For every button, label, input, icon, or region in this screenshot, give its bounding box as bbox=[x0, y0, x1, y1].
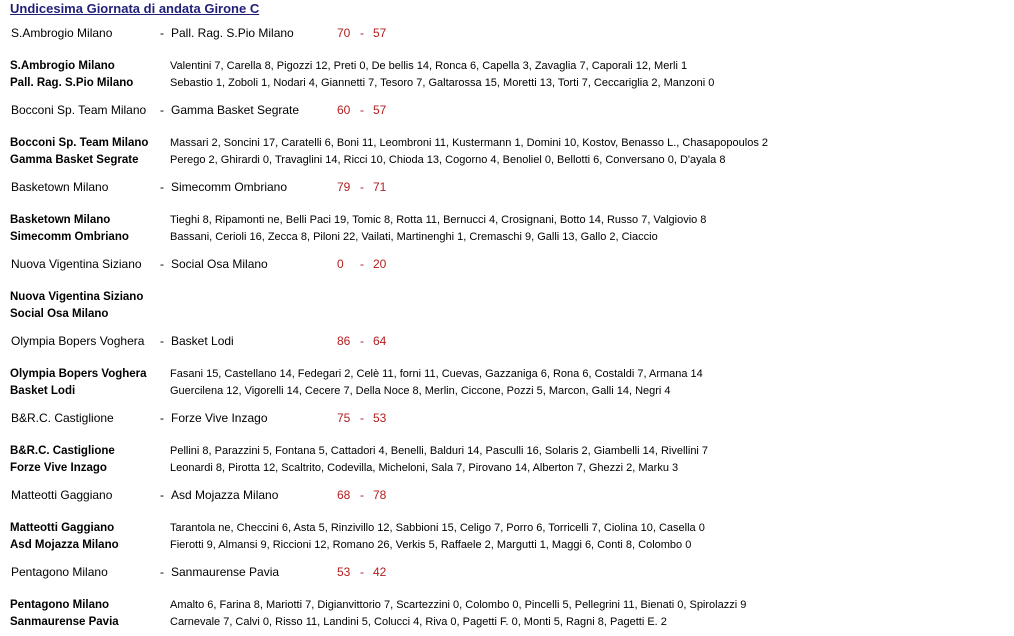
away-team-name: Forze Vive Inzago bbox=[171, 411, 268, 425]
match-line bbox=[0, 255, 1014, 273]
home-score: 68 bbox=[337, 488, 351, 502]
home-score: 70 bbox=[337, 26, 351, 40]
separator: - bbox=[160, 488, 164, 502]
player-list: Bassani, Cerioli 16, Zecca 8, Piloni 22, Vailati, Martinenghi 1, Cremaschi 9, Galli 13, Gallo 2, Ciaccio bbox=[170, 231, 658, 243]
away-team-name: Asd Mojazza Milano bbox=[171, 488, 279, 502]
score-separator: - bbox=[360, 334, 364, 348]
away-score: 57 bbox=[373, 103, 387, 117]
separator: - bbox=[160, 26, 164, 40]
lineup-team-name: Social Osa Milano bbox=[10, 308, 109, 320]
lineup-team-name: Basketown Milano bbox=[10, 214, 111, 226]
home-score: 86 bbox=[337, 334, 351, 348]
away-score: 71 bbox=[373, 180, 387, 194]
home-team-name: B&R.C. Castiglione bbox=[11, 411, 114, 425]
match-line bbox=[0, 332, 1014, 350]
player-list: Fasani 15, Castellano 14, Fedegari 2, Celè 11, forni 11, Cuevas, Gazzaniga 6, Rona 6, Costaldi 7, Armana 14 bbox=[170, 368, 703, 380]
player-list: Leonardi 8, Pirotta 12, Scaltrito, Codevilla, Micheloni, Sala 7, Pirovano 14, Alberton 7, Ghezzi 2, Marku 3 bbox=[170, 462, 679, 474]
lineup-team-name: Forze Vive Inzago bbox=[10, 462, 107, 474]
lineup-row bbox=[0, 212, 1014, 229]
lineup-row bbox=[0, 383, 1014, 400]
lineup-row bbox=[0, 520, 1014, 537]
lineup-row bbox=[0, 58, 1014, 75]
lineup-row bbox=[0, 614, 1014, 631]
lineup-team-name: Nuova Vigentina Siziano bbox=[10, 291, 144, 303]
away-team-name: Social Osa Milano bbox=[171, 257, 268, 271]
lineup-team-name: Olympia Bopers Voghera bbox=[10, 368, 147, 380]
home-score: 75 bbox=[337, 411, 351, 425]
away-score: 20 bbox=[373, 257, 387, 271]
match-line bbox=[0, 486, 1014, 504]
away-team-name: Sanmaurense Pavia bbox=[171, 565, 280, 579]
player-list: Pellini 8, Parazzini 5, Fontana 5, Cattadori 4, Benelli, Balduri 14, Pasculli 16, Solaris 2, Giambelli 14, Rivellini 7 bbox=[170, 445, 709, 457]
player-list: Fierotti 9, Almansi 9, Riccioni 12, Romano 26, Verkis 5, Raffaele 2, Margutti 1, Maggi 6, Conti 8, Colombo 0 bbox=[170, 539, 692, 551]
player-list: Tarantola ne, Checcini 6, Asta 5, Rinzivillo 12, Sabbioni 15, Celigo 7, Porro 6, Torricelli 7, Ciolina 10, Casella 0 bbox=[170, 522, 705, 534]
lineup-row bbox=[0, 443, 1014, 460]
lineup-team-name: Simecomm Ombriano bbox=[10, 231, 129, 243]
away-score: 78 bbox=[373, 488, 387, 502]
lineup-row bbox=[0, 460, 1014, 477]
lineup-team-name: Asd Mojazza Milano bbox=[10, 539, 119, 551]
page-title: Undicesima Giornata di andata Girone C bbox=[10, 1, 260, 16]
score-separator: - bbox=[360, 565, 364, 579]
player-list: Valentini 7, Carella 8, Pigozzi 12, Preti 0, De bellis 14, Ronca 6, Capella 3, Zavaglia 7, Caporali 12, Merli 1 bbox=[170, 60, 688, 72]
lineup-team-name: S.Ambrogio Milano bbox=[10, 60, 115, 72]
player-list: Massari 2, Soncini 17, Caratelli 6, Boni 11, Leombroni 11, Kustermann 1, Domini 10, Kostov, Benasso L., Chasapopoulos 2 bbox=[170, 137, 768, 149]
player-list: Perego 2, Ghirardi 0, Travaglini 14, Ricci 10, Chioda 13, Cogorno 4, Benoliel 0, Bellotti 6, Conversano 0, D'ayala 8 bbox=[170, 154, 726, 166]
home-score: 53 bbox=[337, 565, 351, 579]
score-separator: - bbox=[360, 411, 364, 425]
lineup-row bbox=[0, 306, 1014, 323]
lineup-row bbox=[0, 152, 1014, 169]
separator: - bbox=[160, 411, 164, 425]
home-team-name: Nuova Vigentina Siziano bbox=[11, 257, 142, 271]
player-list: Carnevale 7, Calvi 0, Risso 11, Landini 5, Colucci 4, Riva 0, Pagetti F. 0, Monti 5, Ragni 8, Pagetti E. 2 bbox=[170, 616, 667, 628]
score-separator: - bbox=[360, 180, 364, 194]
lineup-team-name: Basket Lodi bbox=[10, 385, 76, 397]
lineup-row bbox=[0, 597, 1014, 614]
home-score: 79 bbox=[337, 180, 351, 194]
score-separator: - bbox=[360, 257, 364, 271]
score-separator: - bbox=[360, 103, 364, 117]
home-team-name: Olympia Bopers Voghera bbox=[11, 334, 145, 348]
away-score: 57 bbox=[373, 26, 387, 40]
score-separator: - bbox=[360, 26, 364, 40]
separator: - bbox=[160, 565, 164, 579]
match-line bbox=[0, 409, 1014, 427]
separator: - bbox=[160, 103, 164, 117]
home-team-name: Matteotti Gaggiano bbox=[11, 488, 113, 502]
lineup-team-name: Sanmaurense Pavia bbox=[10, 616, 119, 628]
separator: - bbox=[160, 257, 164, 271]
away-score: 42 bbox=[373, 565, 387, 579]
lineup-team-name: Gamma Basket Segrate bbox=[10, 154, 139, 166]
away-team-name: Basket Lodi bbox=[171, 334, 234, 348]
lineup-row bbox=[0, 135, 1014, 152]
match-line bbox=[0, 178, 1014, 196]
home-team-name: Basketown Milano bbox=[11, 180, 109, 194]
home-score: 0 bbox=[337, 257, 344, 271]
home-score: 60 bbox=[337, 103, 351, 117]
lineup-row bbox=[0, 229, 1014, 246]
lineup-row bbox=[0, 537, 1014, 554]
away-team-name: Gamma Basket Segrate bbox=[171, 103, 300, 117]
separator: - bbox=[160, 180, 164, 194]
match-line bbox=[0, 101, 1014, 119]
away-score: 53 bbox=[373, 411, 387, 425]
separator: - bbox=[160, 334, 164, 348]
player-list: Amalto 6, Farina 8, Mariotti 7, Digianvittorio 7, Scartezzini 0, Colombo 0, Pincelli 5, Pellegrini 11, Bienati 0, Spirolazzi 9 bbox=[170, 599, 747, 611]
home-team-name: Bocconi Sp. Team Milano bbox=[11, 103, 147, 117]
score-separator: - bbox=[360, 488, 364, 502]
lineup-team-name: Pentagono Milano bbox=[10, 599, 110, 611]
player-list: Guercilena 12, Vigorelli 14, Cecere 7, Della Noce 8, Merlin, Ciccone, Pozzi 5, Marcon, Galli 14, Negri 4 bbox=[170, 385, 671, 397]
match-line bbox=[0, 563, 1014, 581]
away-score: 64 bbox=[373, 334, 387, 348]
away-team-name: Simecomm Ombriano bbox=[171, 180, 288, 194]
lineup-team-name: Pall. Rag. S.Pio Milano bbox=[10, 77, 134, 89]
lineup-team-name: B&R.C. Castiglione bbox=[10, 445, 115, 457]
player-list: Tieghi 8, Ripamonti ne, Belli Paci 19, Tomic 8, Rotta 11, Bernucci 4, Crosignani, Botto 14, Russo 7, Valgiovio 8 bbox=[170, 214, 707, 226]
home-team-name: S.Ambrogio Milano bbox=[11, 26, 113, 40]
player-list: Sebastio 1, Zoboli 1, Nodari 4, Giannetti 7, Tesoro 7, Galtarossa 15, Moretti 13, Torti 7, Ceccariglia 2, Manzoni 0 bbox=[170, 77, 715, 89]
lineup-row bbox=[0, 366, 1014, 383]
lineup-team-name: Bocconi Sp. Team Milano bbox=[10, 137, 149, 149]
away-team-name: Pall. Rag. S.Pio Milano bbox=[171, 26, 294, 40]
lineup-row bbox=[0, 75, 1014, 92]
lineup-row bbox=[0, 289, 1014, 306]
match-line bbox=[0, 24, 1014, 42]
lineup-team-name: Matteotti Gaggiano bbox=[10, 522, 115, 534]
home-team-name: Pentagono Milano bbox=[11, 565, 108, 579]
